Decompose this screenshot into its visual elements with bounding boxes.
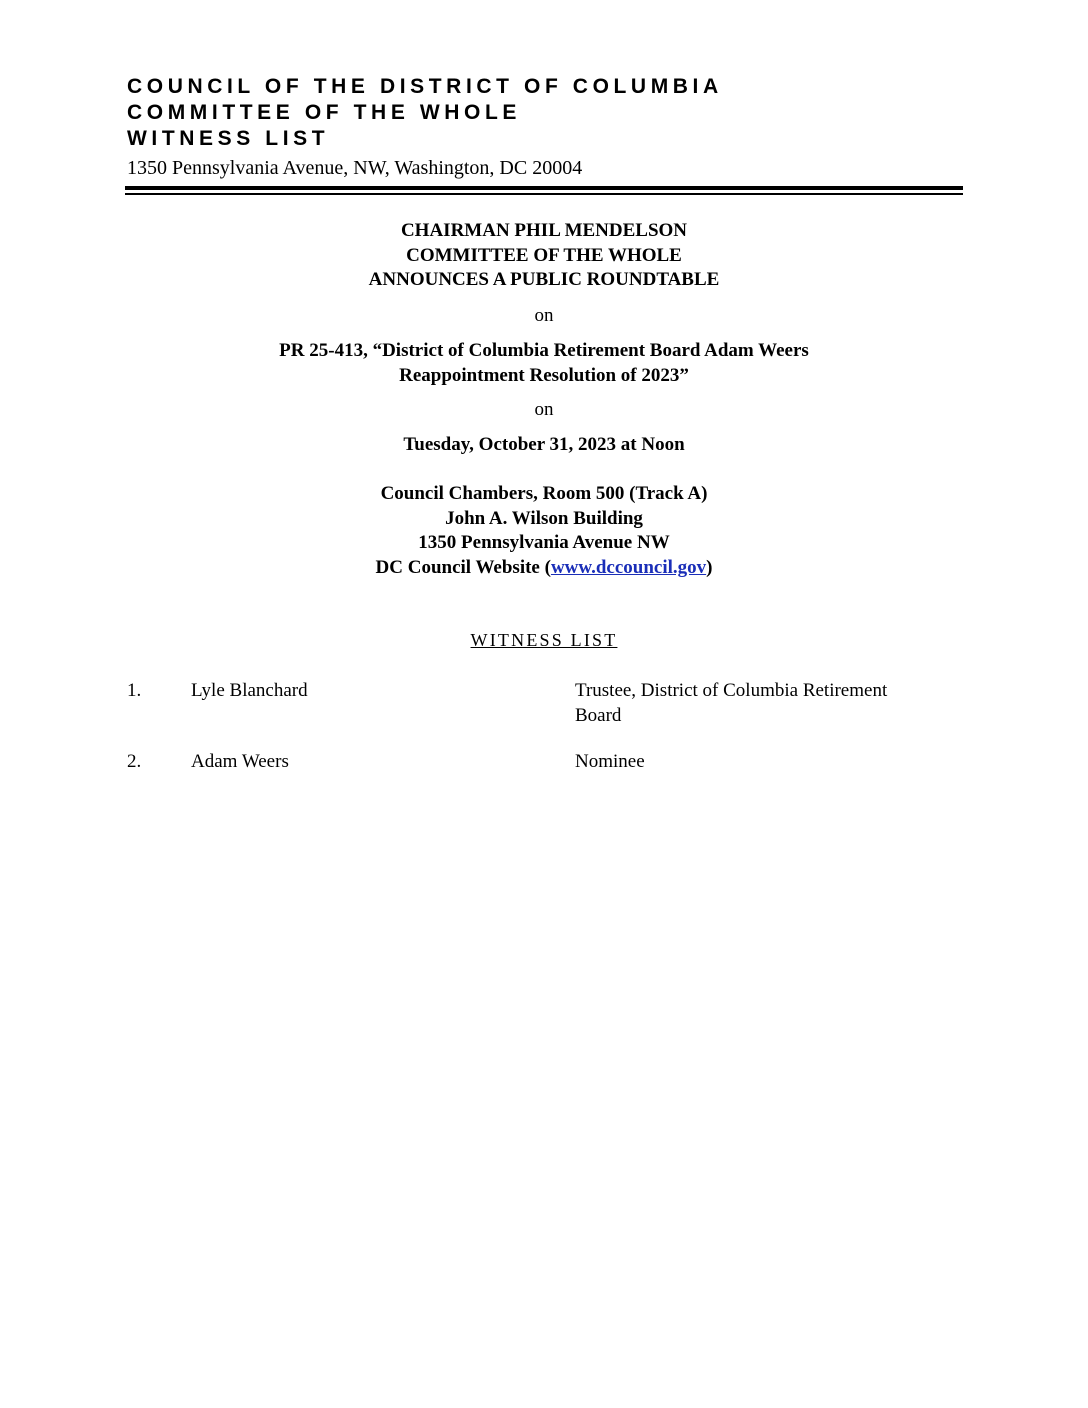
location-website: [125, 556, 963, 581]
announcement: [125, 219, 963, 293]
letterhead-address: 1350 Pennsylvania Avenue, NW, Washington, DC 20004: [127, 157, 583, 179]
letterhead-committee-name: COMMITTEE OF THE WHOLE: [127, 101, 522, 124]
witness-role: [575, 678, 955, 728]
location-room: Council Chambers, Room 500 (Track A): [380, 483, 708, 504]
header-divider-thick: [125, 186, 963, 190]
location-street: 1350 Pennsylvania Avenue NW: [418, 532, 670, 553]
announcement-roundtable: ANNOUNCES A PUBLIC ROUNDTABLE: [368, 269, 720, 290]
location-building: John A. Wilson Building: [445, 507, 643, 529]
website-link[interactable]: www.dccouncil.gov: [550, 556, 707, 578]
letterhead-document-type: WITNESS LIST: [127, 127, 330, 150]
connector-on-2: on: [534, 399, 554, 420]
letterhead: [127, 74, 967, 181]
measure-title-line2: Reappointment Resolution of 2023”: [399, 364, 689, 386]
measure-title: [125, 339, 963, 388]
website-prefix: DC Council Website (: [375, 556, 551, 578]
announcement-committee: COMMITTEE OF THE WHOLE: [406, 244, 682, 266]
hearing-datetime: Tuesday, October 31, 2023 at Noon: [403, 434, 685, 455]
measure-title-line1: PR 25-413, “District of Columbia Retirement Board Adam Weers: [279, 340, 809, 361]
header-divider-thin: [125, 193, 963, 195]
witness-list-heading: [125, 628, 963, 652]
witness-number: 1.: [127, 680, 142, 701]
witness-name: Adam Weers: [191, 751, 289, 772]
letterhead-council-name: COUNCIL OF THE DISTRICT OF COLUMBIA: [127, 75, 723, 98]
witness-number: 2.: [127, 751, 142, 772]
witness-list-heading-text: WITNESS LIST: [470, 630, 618, 650]
witness-role-line1: Nominee: [575, 751, 645, 772]
website-suffix: ): [706, 556, 713, 578]
connector-on-1: on: [534, 305, 554, 326]
witness-role-line1: Trustee, District of Columbia Retirement: [575, 680, 888, 701]
witness-role: [575, 749, 955, 774]
witness-name: Lyle Blanchard: [191, 680, 308, 701]
announcement-chairman: CHAIRMAN PHIL MENDELSON: [400, 220, 688, 241]
hearing-location: [125, 482, 963, 580]
witness-role-line2: Board: [575, 705, 622, 726]
